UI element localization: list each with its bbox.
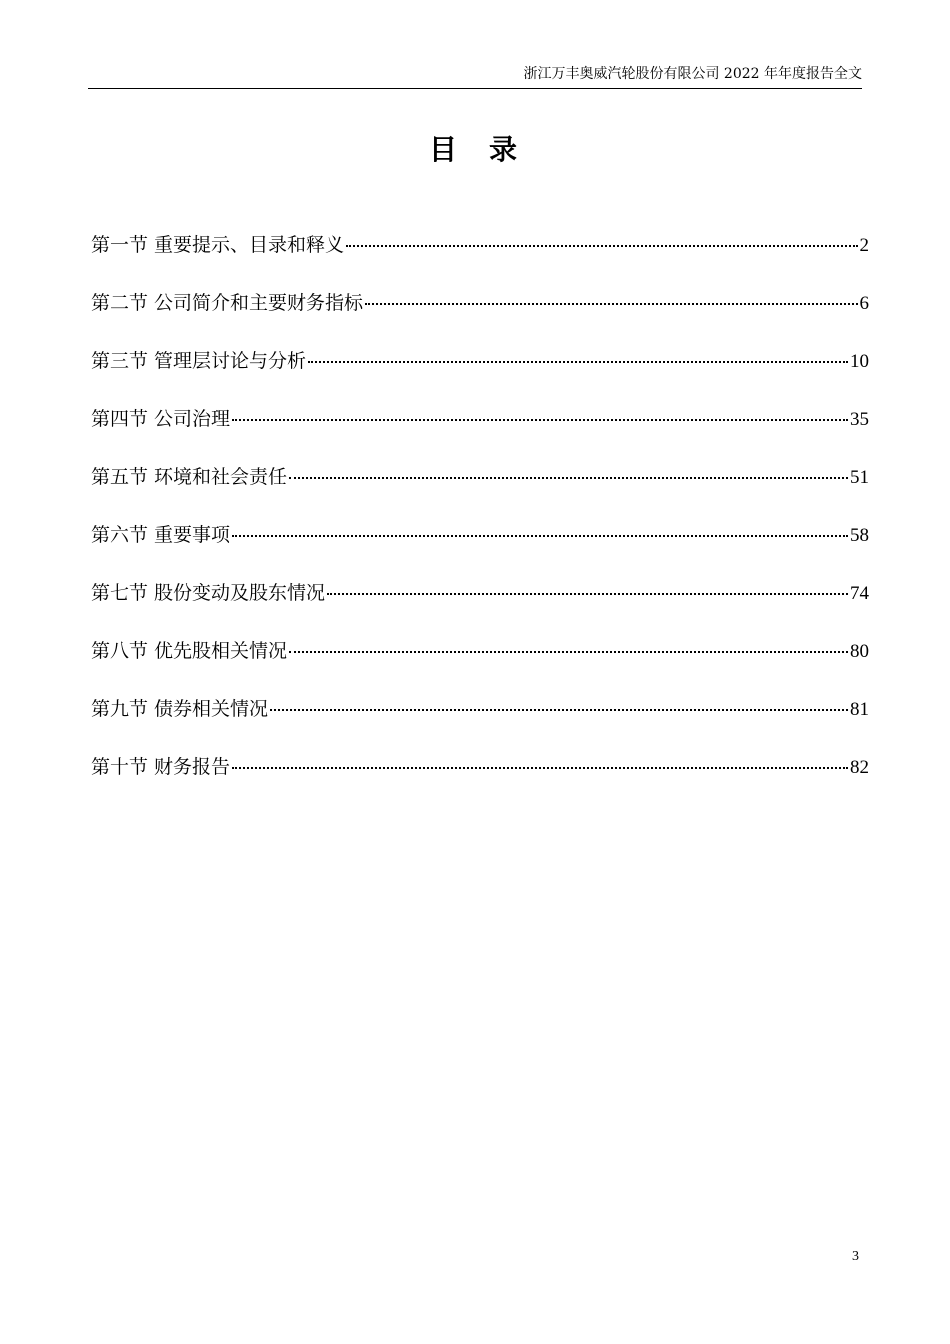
toc-leader [289,477,848,479]
toc-page: 2 [859,235,869,256]
toc-page: 58 [850,525,869,546]
toc-label: 管理层讨论与分析 [154,350,307,372]
toc-title-left: 目 [428,133,461,166]
toc-section: 第二节 [91,292,149,314]
toc-title-right: 录 [489,133,522,166]
toc-item-5[interactable] [91,462,869,520]
toc-item-4[interactable] [91,404,869,462]
toc-title [0,130,950,170]
toc-item-1[interactable] [91,230,869,288]
toc-section: 第一节 [91,234,149,256]
toc-item-3[interactable] [91,346,869,404]
toc-leader [232,535,848,537]
toc-item-8[interactable] [91,636,869,694]
toc-leader [232,419,848,421]
toc-section: 第五节 [91,466,149,488]
toc-label: 公司简介和主要财务指标 [154,292,364,314]
toc-page: 35 [850,409,869,430]
toc-page: 74 [850,583,869,604]
toc-label: 优先股相关情况 [154,640,288,662]
toc-page: 82 [850,757,869,778]
toc-page: 80 [850,641,869,662]
toc-label: 环境和社会责任 [154,466,288,488]
toc-label: 债券相关情况 [154,698,269,720]
toc-page: 51 [850,467,869,488]
toc-page: 81 [850,699,869,720]
toc-label: 重要提示、目录和释义 [154,234,345,256]
toc-page: 6 [859,293,869,314]
toc-label: 财务报告 [154,756,231,778]
toc-label: 重要事项 [154,524,231,546]
toc-label: 公司治理 [154,408,231,430]
toc-item-10[interactable] [91,752,869,810]
toc-leader [270,709,848,711]
toc-leader [289,651,848,653]
toc-item-6[interactable] [91,520,869,578]
toc-section: 第八节 [91,640,149,662]
toc-item-2[interactable] [91,288,869,346]
toc-leader [308,361,848,363]
toc-item-9[interactable] [91,694,869,752]
toc-leader [346,245,857,247]
toc-leader [365,303,857,305]
toc-leader [327,593,848,595]
toc-section: 第九节 [91,698,149,720]
toc-section: 第十节 [91,756,149,778]
page-number: 3 [852,1249,859,1264]
toc-section: 第六节 [91,524,149,546]
toc-item-7[interactable] [91,578,869,636]
toc-leader [232,767,848,769]
page-header [88,60,862,89]
toc-label: 股份变动及股东情况 [154,582,326,604]
toc-section: 第七节 [91,582,149,604]
header-title: 浙江万丰奥威汽轮股份有限公司 2022 年年度报告全文 [523,66,862,82]
toc-section: 第三节 [91,350,149,372]
toc-section: 第四节 [91,408,149,430]
toc-list [91,230,869,810]
toc-page: 10 [850,351,869,372]
